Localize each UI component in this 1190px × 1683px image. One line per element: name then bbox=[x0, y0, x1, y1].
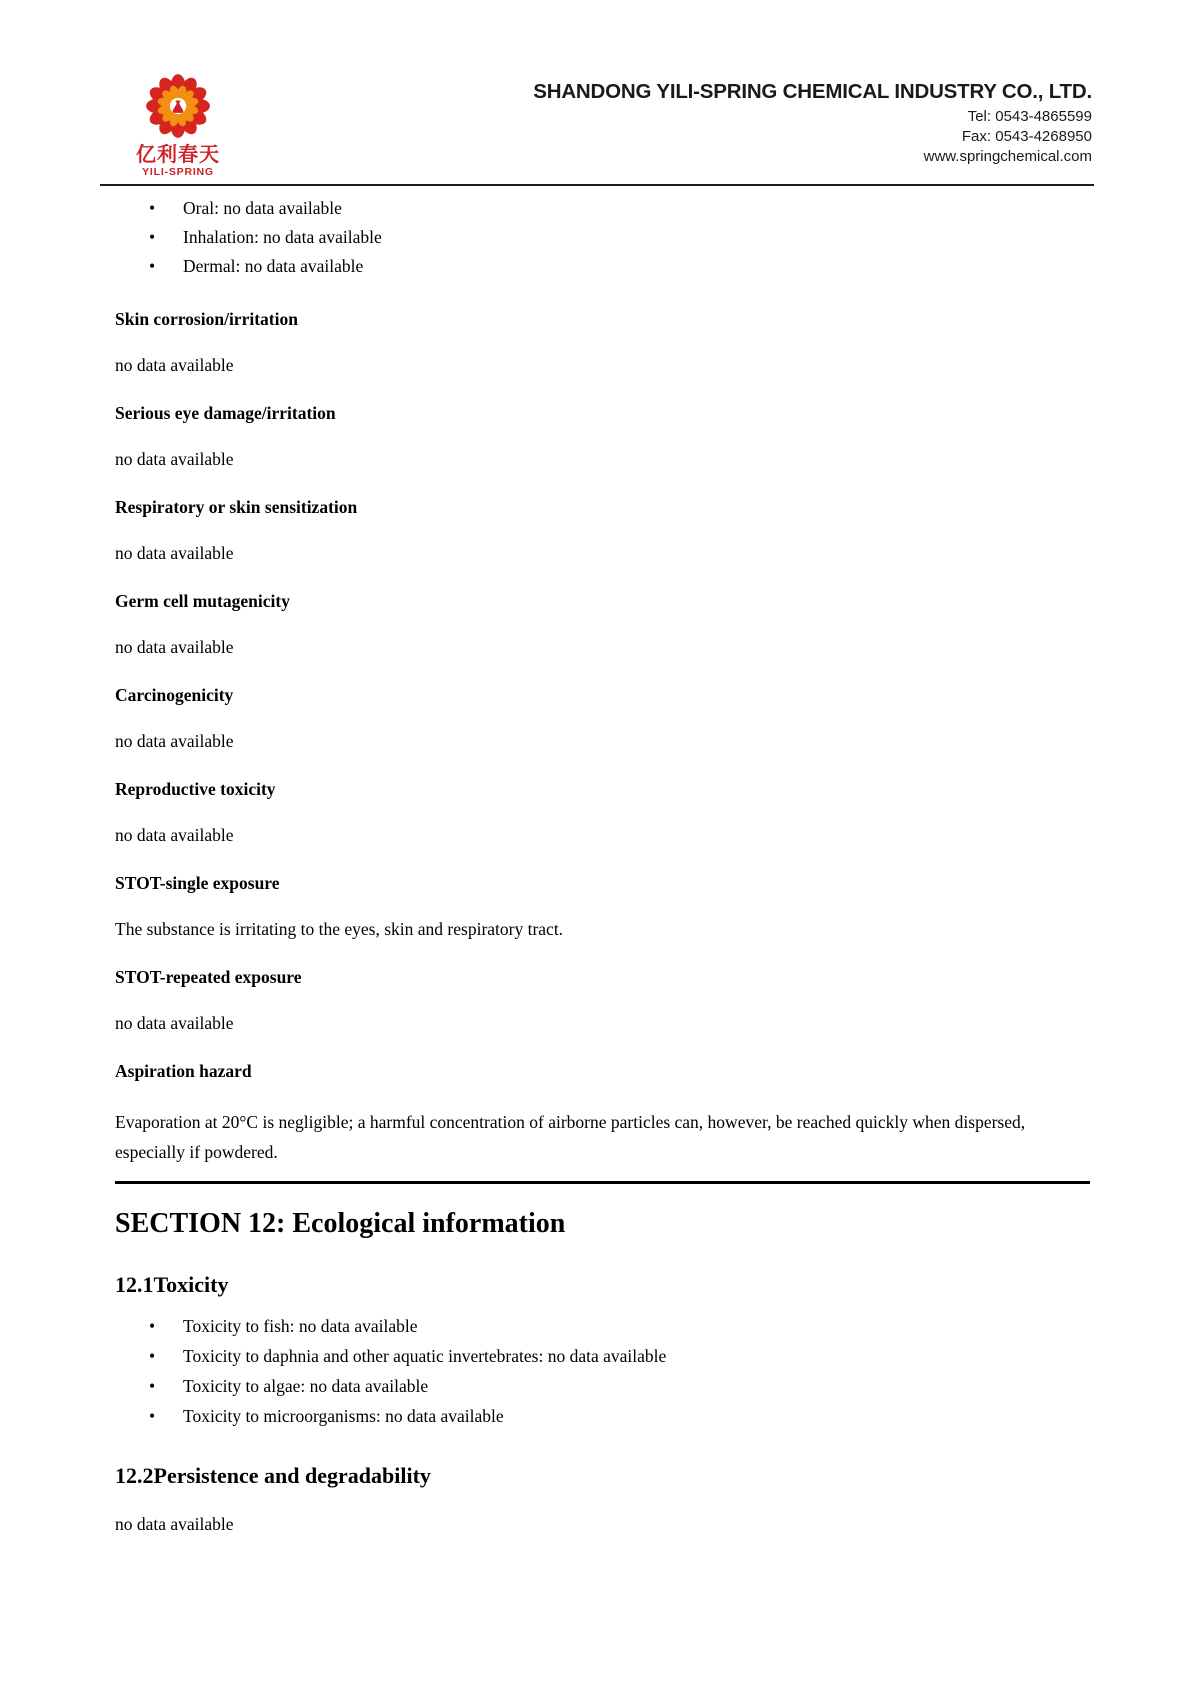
heading-skin-corrosion: Skin corrosion/irritation bbox=[115, 309, 298, 329]
heading-mutagenicity: Germ cell mutagenicity bbox=[115, 591, 290, 611]
body-sensitization: no data available bbox=[115, 543, 234, 563]
website-text: www.springchemical.com bbox=[923, 148, 1092, 165]
acute-toxicity-bullet-list bbox=[115, 194, 1090, 281]
bullet-item: • Toxicity to algae: no data available bbox=[115, 1371, 1090, 1401]
bullet-item: • Dermal: no data available bbox=[115, 252, 1090, 281]
section-12-title: SECTION 12: Ecological information bbox=[115, 1208, 566, 1239]
logo-chinese-text: 亿利春天 bbox=[136, 144, 220, 166]
company-header-info bbox=[533, 80, 1092, 167]
heading-stot-single: STOT-single exposure bbox=[115, 873, 280, 893]
header-divider bbox=[100, 184, 1094, 186]
heading-aspiration-hazard: Aspiration hazard bbox=[115, 1061, 252, 1081]
bullet-item: • Inhalation: no data available bbox=[115, 223, 1090, 252]
tel-text: Tel: 0543-4865599 bbox=[967, 108, 1092, 125]
body-stot-single: The substance is irritating to the eyes, skin and respiratory tract. bbox=[115, 919, 564, 939]
body-stot-repeated: no data available bbox=[115, 1013, 234, 1033]
company-logo bbox=[126, 68, 230, 179]
heading-reproductive-toxicity: Reproductive toxicity bbox=[115, 779, 276, 799]
body-reproductive-toxicity: no data available bbox=[115, 825, 234, 845]
page-header bbox=[0, 0, 1190, 186]
body-skin-corrosion: no data available bbox=[115, 355, 234, 375]
heading-eye-damage: Serious eye damage/irritation bbox=[115, 403, 336, 423]
body-carcinogenicity: no data available bbox=[115, 731, 234, 751]
logo-latin-text: YILI-SPRING bbox=[142, 166, 214, 178]
bullet-item: • Toxicity to fish: no data available bbox=[115, 1311, 1090, 1341]
body-aspiration-hazard: Evaporation at 20°C is negligible; a harmful concentration of airborne particles can, however, be reached quickly when dispersed, especially if powdered. bbox=[115, 1112, 1026, 1162]
heading-sensitization: Respiratory or skin sensitization bbox=[115, 497, 358, 517]
logo-flower-icon bbox=[126, 68, 230, 144]
bullet-item: • Toxicity to microorganisms: no data available bbox=[115, 1401, 1090, 1431]
fax-text: Fax: 0543-4268950 bbox=[961, 128, 1092, 145]
heading-stot-repeated: STOT-repeated exposure bbox=[115, 967, 302, 987]
body-mutagenicity: no data available bbox=[115, 637, 234, 657]
document-content bbox=[0, 194, 1190, 1534]
body-eye-damage: no data available bbox=[115, 449, 234, 469]
subsection-12-2-title: 12.2Persistence and degradability bbox=[115, 1463, 431, 1488]
section-divider bbox=[115, 1181, 1090, 1184]
bullet-item: • Toxicity to daphnia and other aquatic invertebrates: no data available bbox=[115, 1341, 1090, 1371]
ecotoxicity-bullet-list bbox=[115, 1311, 1090, 1431]
bullet-item: • Oral: no data available bbox=[115, 194, 1090, 223]
subsection-12-1-title: 12.1Toxicity bbox=[115, 1272, 229, 1297]
heading-carcinogenicity: Carcinogenicity bbox=[115, 685, 234, 705]
body-persistence: no data available bbox=[115, 1514, 234, 1534]
company-name: SHANDONG YILI-SPRING CHEMICAL INDUSTRY CO., LTD. bbox=[533, 80, 1092, 103]
